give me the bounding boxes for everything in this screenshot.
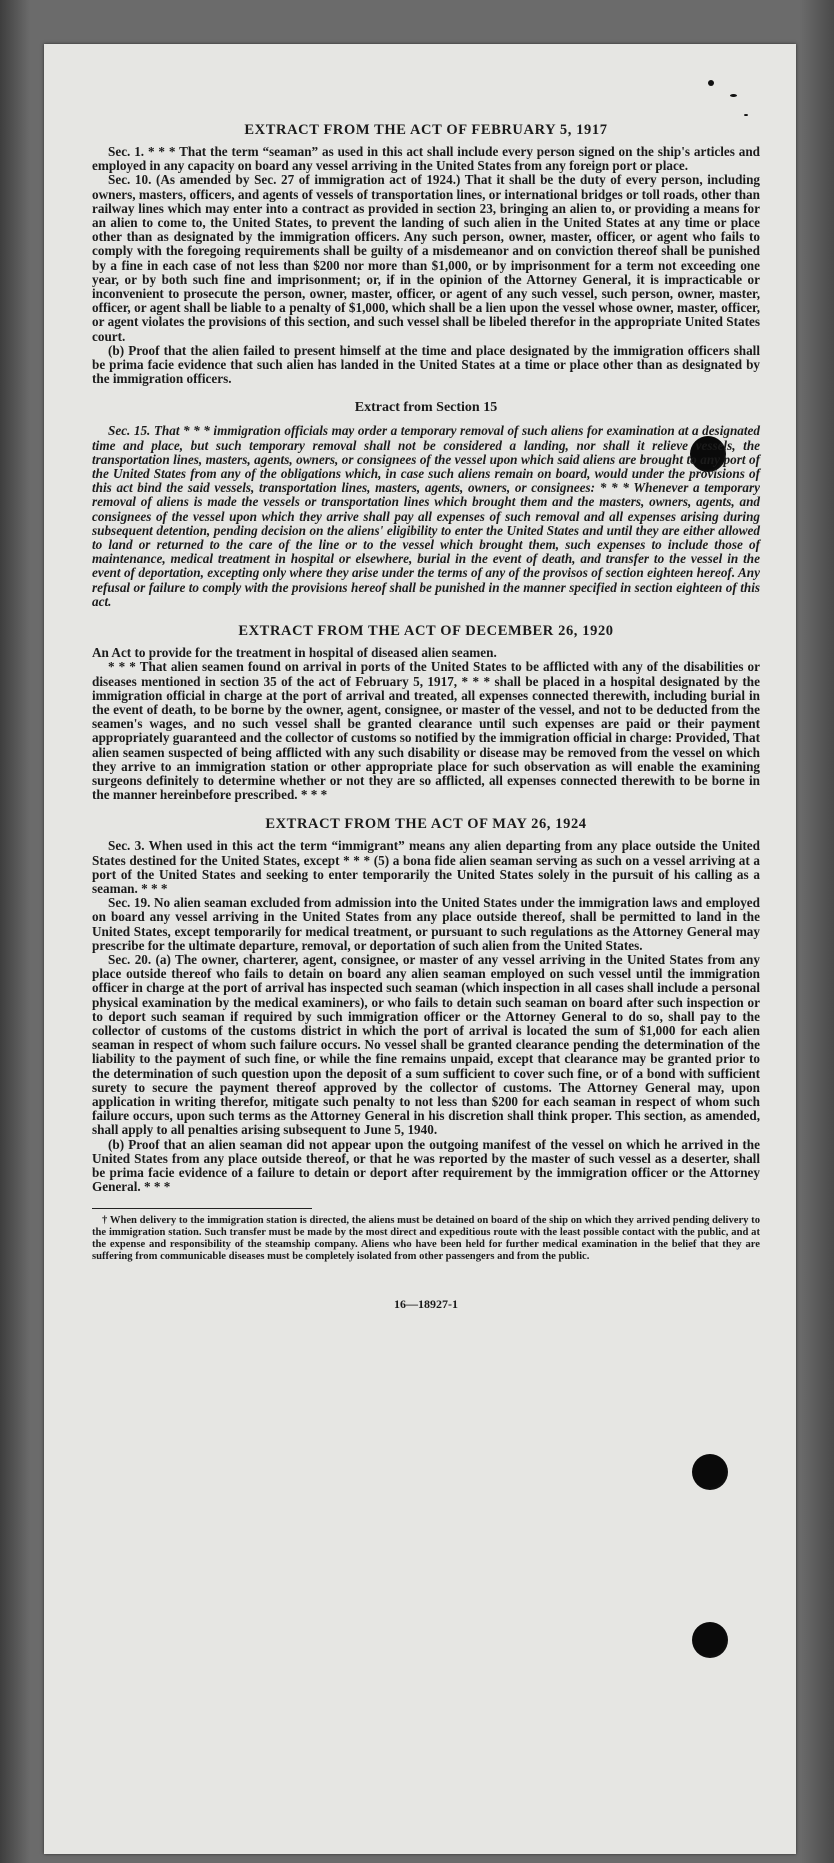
paragraph: * * * That alien seamen found on arrival in ports of the United States to be afflicted with any of the disabilities or diseases mentioned in section 35 of the act of February 5, 1917, * * * shall be placed in a hospital designated by the immigration official in charge at the port of arrival and treated, all expenses connected therewith, including burial in the event of death, to be borne by the owner, agent, consignee, or master of the vessel, and not to be deducted from the seamen's wages, and no such vessel shall be granted clearance until such expenses are paid or their payment appropriately guaranteed and the collector of customs so notified by the immigration official in charge: Provided, That alien seamen suspected of being afflicted with any such disability or disease may be removed from the vessel on which they arrive to an immigration station or other appropriate place for such observation as will enable the examining surgeons definitely to determine whether or not they are so afflicted, all expenses connected therewith to be borne in the manner hereinbefore prescribed. * * * [92, 659, 760, 803]
form-number: 16—18927-1 [394, 1297, 458, 1312]
section-act-1917 [92, 122, 760, 386]
punch-hole-bottom [692, 1622, 728, 1658]
document-body [92, 122, 760, 1312]
footnote: † When delivery to the immigration station is directed, the aliens must be detained on board of the ship on which they arrived pending delivery to the immigration station. Such transfer must be made by the most direct and expeditious route with the least possible contact with the public, and at the expense and responsibility of the steamship company. Aliens who have been held for further medical examination in the belief that they are suffering from communicable diseases must be completely isolated from other passengers and from the public. [92, 1215, 760, 1263]
paragraph: Sec. 19. No alien seaman excluded from admission into the United States under the immigration laws and employed on board any vessel arriving in the United States from any place outside thereof, shall be permitted to land in the United States, except temporarily for medical treatment, or pursuant to such regulations as the Attorney General may prescribe for the ultimate departure, removal, or deportation of such alien from the United States. [92, 895, 760, 953]
section-heading: EXTRACT FROM THE ACT OF FEBRUARY 5, 1917 [244, 122, 608, 138]
ink-speck [744, 114, 748, 116]
section-act-1924 [92, 816, 760, 1194]
section-heading: EXTRACT FROM THE ACT OF DECEMBER 26, 1920 [238, 623, 614, 640]
paragraph: Sec. 1. * * * That the term “seaman” as used in this act shall include every person signed on the ship's articles and employed in any capacity on board any vessel arriving in the United States from any foreign port or place. [92, 144, 760, 174]
paragraph: Sec. 10. (As amended by Sec. 27 of immigration act of 1924.) That it shall be the duty of every person, including owners, masters, officers, and agents of vessels of transportation lines, or international bridges or toll roads, other than railway lines which may enter into a contract as provided in section 23, bringing an alien to, or providing a means for an alien to come to, the United States, to prevent the landing of such alien in the United States at any time or place other than as designated by the immigration officers. Any such person, owner, master, officer, or agent who fails to comply with the foregoing requirements shall be guilty of a misdemeanor and on conviction thereof shall be punished by a fine in each case of not less than $200 nor more than $1,000, or by imprisonment for a term not exceeding one year, or by both such fine and imprisonment; or, if in the opinion of the Attorney General, it is impracticable or inconvenient to prosecute the person, owner, master, officer, or agent of any such vessel, such person, owner, master, officer, or agent shall be liable to a penalty of $1,000, which shall be a lien upon the vessel whose owner, master, officer, or agent violates the provisions of this section, and such vessel shall be libeled therefor in the appropriate United States court. [92, 172, 760, 344]
section-15-extract [92, 400, 760, 609]
paragraph: Sec. 3. When used in this act the term “immigrant” means any alien departing from any place outside the United States destined for the United States, except * * * (5) a bona fide alien seaman serving as such on a vessel arriving at a port of the United States and seeking to enter temporarily the United States solely in the pursuit of his calling as a seaman. * * * [92, 838, 760, 896]
paragraph: Sec. 15. That * * * immigration officials may order a temporary removal of such aliens for examination at a designated time and place, but such temporary removal shall not be considered a landing, nor shall it relieve vessels, the transportation lines, masters, agents, owners, or consignees of the vessel upon which said aliens are brought to any port of the United States from any of the obligations which, in case such aliens remain on board, would under the provisions of this act bind the said vessels, transportation lines, masters, agents, owners, or consignees: * * * Whenever a temporary removal of aliens is made the vessels or transportation lines which brought them and the masters, owners, agents, and consignees of the vessel upon which they arrive shall pay all expenses of such removal and all expenses arising during subsequent detention, pending decision on the aliens' eligibility to enter the United States and until they are either allowed to land or returned to the care of the line or to the vessel which brought them, such expenses to include those of maintenance, medical treatment in hospital or elsewhere, burial in the event of death, and transfer to the vessel in the event of deportation, excepting only where they arise under the terms of any of the provisos of section eighteen hereof. Any refusal or failure to comply with the provisions hereof shall be punished in the manner specified in section eighteen of this act. [92, 423, 760, 609]
ink-speck [708, 80, 714, 86]
section-act-1920 [92, 623, 760, 802]
document-page [44, 44, 796, 1854]
paragraph: (b) Proof that an alien seaman did not appear upon the outgoing manifest of the vessel on which he arrived in the United States from any place outside thereof, or that he was reported by the master of such vessel as a deserter, shall be prima facie evidence of a failure to detain or deport after requirement by the immigration officer or the Attorney General. * * * [92, 1136, 760, 1195]
ink-speck [730, 94, 737, 97]
paragraph: Sec. 20. (a) The owner, charterer, agent, consignee, or master of any vessel arriving in the United States from any place outside thereof who fails to detain on board any alien seaman employed on such vessel until the immigration officer in charge at the port of arrival has inspected such seaman (which inspection in all cases shall include a personal physical examination by the medical examiners), or who fails to detain such seaman on board after such inspection or to deport such seaman if required by such immigration officer or the Attorney General to do so, shall pay to the collector of customs of the customs district in which the port of arrival is located the sum of $1,000 for each alien seaman in respect of whom such failure occurs. No vessel shall be granted clearance pending the determination of the liability to the payment of such fine, or while the fine remains unpaid, except that clearance may be granted prior to the determination of such question upon the deposit of a sum sufficient to cover such fine, or of a bond with sufficient surety to secure the payment thereof approved by the collector of customs. The Attorney General may, upon application in writing therefor, mitigate such penalty to not less than $200 for each seaman in respect of whom such failure occurs, upon such terms as the Attorney General in his discretion shall think proper. This section, as amended, shall apply to all penalties arising subsequent to June 5, 1940. [92, 951, 760, 1138]
footnote-divider [92, 1208, 312, 1209]
paragraph: An Act to provide for the treatment in hospital of diseased alien seamen. [92, 645, 497, 661]
section-heading: Extract from Section 15 [354, 400, 498, 416]
section-heading: EXTRACT FROM THE ACT OF MAY 26, 1924 [265, 816, 587, 833]
paragraph: (b) Proof that the alien failed to present himself at the time and place designated by the immigration officers shall be prima facie evidence that such alien has landed in the United States at a time or place other than as designated by the immigration officers. [92, 342, 760, 387]
punch-hole-middle [692, 1454, 728, 1490]
